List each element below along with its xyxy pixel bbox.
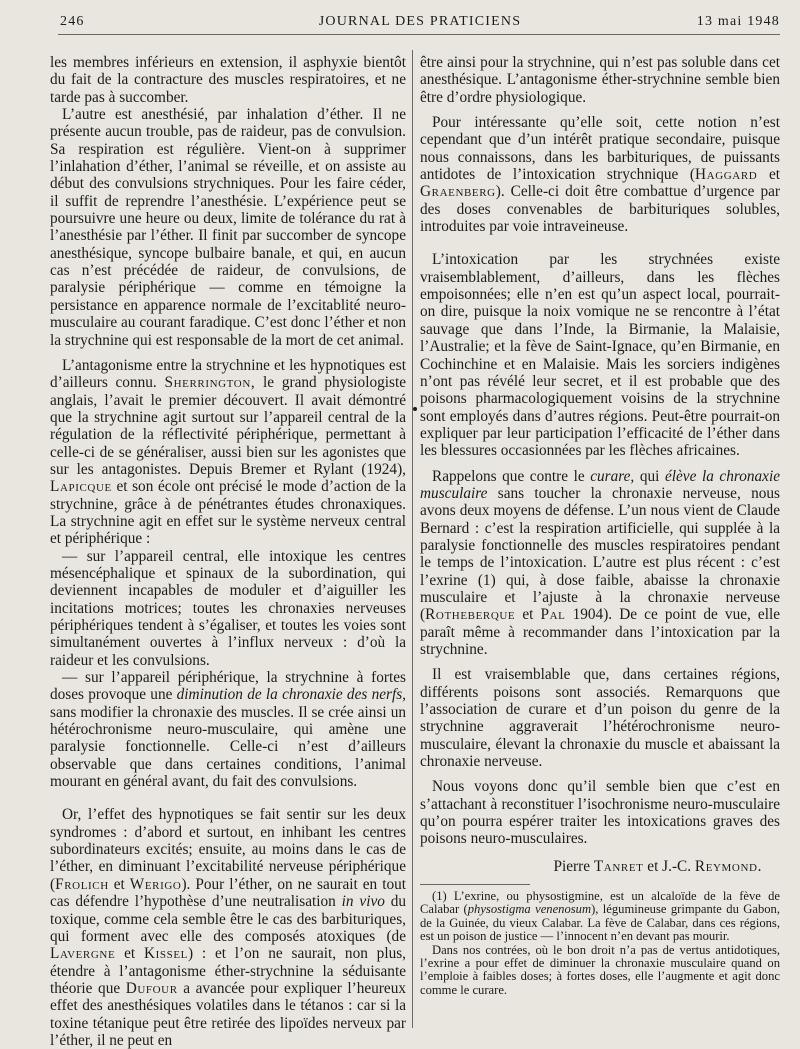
paragraph: — sur l’appareil central, elle intoxique les centres mésencéphalique et spinaux de la subordination, qui deviennent incapables de moduler et d’aiguiller les incitations motrices; toutes les chronaxies nerveuses périphériques tendent à s’égaliser, et toutes les voies sont simultanément ouvertes à l’influx nerveux : d’où la raideur et les convulsions.	[50, 547, 406, 669]
emphasis: curare,	[590, 467, 635, 485]
author-name: Sherrington,	[164, 374, 256, 392]
author-name: Kissel	[143, 945, 188, 963]
column-divider	[412, 50, 413, 1028]
footnote	[420, 890, 780, 997]
author-name: Werigo	[129, 875, 182, 893]
paragraph: Rappelons que contre le curare, qui élève la chronaxie musculaire sans toucher la chronaxie nerveuse, nous avons deux moyens de défense. L’un nous vient de Claude Bernard : c’est la respiration artificielle, qui supplée à la paralysie fonctionnelle des muscles respiratoires pendant le temps de l’intoxication. L’autre est plus récent : c’est l’exrine (1) qui, à dose faible, abaisse la chronaxie musculaire et l’ajuste à la chronaxie nerveuse (Rotheberque et Pal 1904). De ce point de vue, elle paraît même à recommander dans l’intoxication par la strychnine.	[420, 467, 781, 658]
page-number: 246	[60, 14, 85, 29]
right-column	[420, 54, 780, 875]
paragraph: Nous voyons donc qu’il semble bien que c’est en s’attachant à reconstituer l’isochronisme neuro-musculaire qu’on pourra espérer traiter les intoxications graves des poisons neuro-musculaires.	[420, 778, 780, 848]
paragraph: Pour intéressante qu’elle soit, cette notion n’est cependant que d’un intérêt pratique secondaire, puisque nous connaissons, dans les barbituriques, de puissants antidotes de l’intoxication strychnique (Haggard et Graenberg). Celle-ci doit être combattue d’urgence par des doses convenables de barbituriques solubles, introduites par voie intraveineuse.	[420, 114, 780, 236]
emphasis: élève la chronaxie musculaire	[420, 467, 781, 502]
margin-dot	[413, 407, 417, 411]
paragraph: les membres inférieurs en extension, il asphyxie bientôt du fait de la contracture des muscles respiratoires, et ne tarde pas à succomber.	[50, 54, 406, 106]
paragraph: L’antagonisme entre la strychnine et les hypnotiques est d’ailleurs connu. Sherrington, le grand physiologiste anglais, l’avait le premier découvert. Il avait démontré que la strychnine agit surtout sur l’appareil central de la régulation de la réflectivité périphérique, permettant à celle-ci de se généraliser, aussi bien sur les agonistes que sur les antagonistes. Depuis Bremer et Rylant (1924), Lapicque et son école ont précisé le mode d’action de la strychnine, grâce à de pénétrantes études chronaxiques. La strychnine agit en effet sur le système nerveux central et périphérique :	[50, 356, 406, 548]
article-signature: Pierre Tanret et J.-C. Reymond.	[553, 857, 762, 875]
author-name: Dufour	[125, 979, 178, 997]
author-name: Rotheberque	[425, 606, 516, 624]
footnote-paragraph: Dans nos contrées, où le bon droit n’a pas de vertus antidotiques, l’exrine a pour effet de diminuer la chronaxie musculaire quand on l’emploie à faibles doses; à fortes doses, elle l’augmente et agit donc comme le curare.	[420, 942, 780, 997]
footnote-paragraph: (1) L’exrine, ou physostigmine, est un alcaloïde de la fève de Calabar (physostigma venenosum), légumineuse grimpante du Gabon, de la Guinée, du vieux Calabar. La fève de Calabar, dans ces régions, est un poison de justice — l’innocent n’en devant pas mourir.	[420, 889, 780, 944]
paragraph: L’autre est anesthésié, par inhalation d’éther. Il ne présente aucun trouble, pas de raideur, pas de convulsion. Sa respiration est régulière. Vient-on à supprimer l’inlahation d’éther, l’animal se réveille, et on assiste au début des convulsions strychniques. Pour les faire céder, il suffit de reprendre l’anesthésie. L’expérience peut se poursuivre une heure ou deux, limite de tolérance du rat à l’anesthésie par l’éther. Il finit par succomber de syncope anesthésique, syncope bulbaire banale, et qui, en aucun cas n’est précédée de raideur, de convulsions, de paralysie périphérique — comme en témoigne la persistance en apparence normale de l’excitablité neuro-musculaire au courant faradique. C’est donc l’éther et non la strychnine qui est responsable de la mort de cet animal.	[50, 106, 406, 349]
footnote-rule	[420, 884, 530, 885]
author-name: Graenberg	[420, 183, 496, 201]
issue-date: 13 mai 1948	[696, 14, 780, 29]
author-name: Lapicque	[50, 478, 112, 496]
paragraph: L’intoxication par les strychnées existe vraisemblablement, d’ailleurs, dans les flèches empoisonnées; elle n’en est qu’un aspect local, pourrait-on dire, puisque la noix vomique ne se rencontre à l’état sauvage que dans l’Inde, la Birmanie, la Malaisie, l’Australie; et la fève de Saint-Ignace, qu’en Birmanie, en Cochinchine et en Malaisie. Mais les sorciers indigènes n’ont pas révélé leur secret, et il est probable que des poisons pharmacologiquement voisins de la strychnine sont employés dans d’autres régions. Peut-être pourrait-on expliquer par leur participation l’efficacité de l’éther dans les blessures occasionnées par les flèches africaines.	[420, 251, 780, 460]
running-header	[60, 10, 780, 32]
paragraph: être ainsi pour la strychnine, qui n’est pas soluble dans cet anesthésique. L’antagonisme éther-strychnine semble bien être d’ordre physiologique.	[420, 54, 780, 106]
left-column	[50, 54, 406, 1049]
author-name: Pal	[540, 606, 566, 624]
paragraph: — sur l’appareil périphérique, la strychnine à fortes doses provoque une diminution de la chronaxie des nerfs, sans modifier la chronaxie des muscles. Il se crée ainsi un hétérochronisme neuro-musculaire, qui amène une paralysie fonctionnelle. Celle-ci n’est d’ailleurs observable que dans certaines conditions, l’animal mourant en général avant, du fait des convulsions.	[50, 669, 406, 791]
author-name: Frolich	[55, 875, 109, 893]
paragraph: Il est vraisemblable que, dans certaines régions, différents poisons sont associés. Remarquons que l’association de curare et d’un poison du genre de la strychnine aggraverait l’hétérochronisme neuro-musculaire, élevant la chronaxie du muscle et abaissant la chronaxie nerveuse.	[420, 666, 780, 771]
header-rule	[58, 34, 780, 35]
emphasis: diminution de la chronaxie des nerfs,	[176, 686, 406, 704]
emphasis: in vivo	[341, 893, 385, 911]
author-name: Lavergne	[50, 945, 116, 963]
author-name: Haggard	[695, 166, 758, 184]
journal-title: JOURNAL DES PRATICIENS	[318, 14, 522, 29]
paragraph: Or, l’effet des hypnotiques se fait sentir sur les deux syndromes : d’abord et surtout, en inhibant les centres subordinateurs excités; ensuite, au moins dans le cas de l’éther, en diminuant l’excitabilité nerveuse périphérique (Frolich et Werigo). Pour l’éther, on ne saurait en tout cas défendre l’hypothèse d’une neutralisation in vivo du toxique, comme cela semble être le cas des barbituriques, qui forment avec elle des composés atoxiques (de Lavergne et Kissel) : et l’on ne saurait, non plus, étendre à l’antagonisme éther-strychnine la séduisante théorie que Dufour a avancée pour expliquer l’heureux effet des anesthésiques volatiles dans le tétanos : car si la toxine tétanique peut être retirée des lipoïdes nerveux par l’éther, il ne peut en	[50, 806, 407, 1049]
